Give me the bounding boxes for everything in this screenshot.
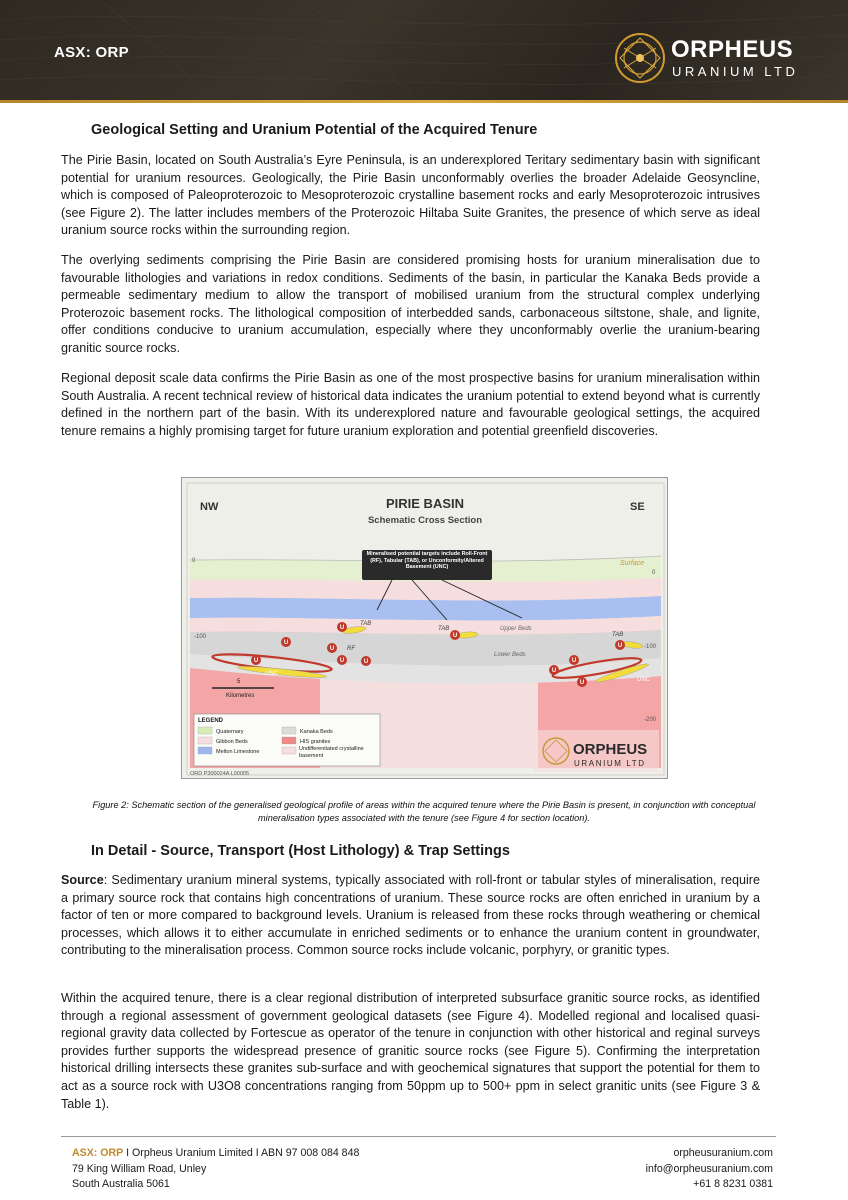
legend-swatch-kanaka bbox=[282, 727, 296, 734]
label-se: SE bbox=[630, 501, 645, 513]
paragraph-granitic-sources: Within the acquired tenure, there is a clear regional distribution of interpreted subsurface granitic source rocks, as identified through a regional assessment of government geological datasets (see Figure 4). Modelled regional and localised quasi-regional gravity data collected by Fortescue as operator of the tenure in conjunction with other historical and reginal surveys provides further supports the widespread presence of granitic source rocks (see Figure 5). Confirming the interpretation historical drilling intersects these granites sub-surface and with geochemical signatures that support the potential for them to act as a source rock with U3O8 concentrations ranging from 50ppm up to 500+ ppm in select granitic units (see Figure 3 & Table 1). bbox=[61, 991, 760, 1111]
depth-label-100-right: -100 bbox=[644, 644, 657, 650]
legend-item-kanaka: Kanaka Beds bbox=[300, 729, 333, 735]
tab-label-left: TAB bbox=[360, 621, 372, 627]
legend-item-quaternary: Quaternary bbox=[216, 729, 244, 735]
unc-label-left: UNC bbox=[265, 671, 278, 677]
logo-subtitle: URANIUM LTD bbox=[672, 64, 799, 79]
footer-asx: ASX: ORP bbox=[72, 1147, 124, 1159]
figure-reference: ORD P300024A L00005 bbox=[190, 771, 250, 777]
asx-ticker: ASX: ORP bbox=[54, 44, 129, 61]
depth-label-100: -100 bbox=[194, 634, 207, 640]
upper-beds-label: Upper Beds bbox=[500, 626, 532, 632]
logo-mark-icon bbox=[612, 30, 668, 86]
footer-contact bbox=[646, 1146, 773, 1193]
legend-swatch-basement bbox=[282, 747, 296, 754]
legend-swatch-quaternary bbox=[198, 727, 212, 734]
rf-label: RF bbox=[347, 646, 355, 652]
footer-email-link[interactable]: info@orpheusuranium.com bbox=[645, 1162, 773, 1175]
figure-caption: Figure 2: Schematic section of the generalised geological profile of areas within the acquired tenure where the Pirie Basin is present, in conjunction with conceptual mineralisation types associated with the tenure (see Figure 4 for section location). bbox=[92, 800, 756, 823]
footer-website-link[interactable]: orpheusuranium.com bbox=[673, 1147, 773, 1159]
legend-item-basement: Undifferentiated crystalline basement bbox=[299, 746, 364, 759]
lower-beds-label: Lower Beds bbox=[494, 652, 526, 658]
svg-text:U: U bbox=[363, 659, 369, 665]
surface-label: Surface bbox=[620, 560, 645, 567]
depth-label-0-right: 0 bbox=[652, 570, 656, 576]
figure-subtitle: Schematic Cross Section bbox=[367, 515, 483, 526]
source-label: Source bbox=[61, 873, 104, 887]
cross-section-diagram bbox=[182, 478, 668, 779]
unc-label-right: UNC bbox=[637, 677, 650, 683]
paragraph-sediments: The overlying sediments comprising the Pirie Basin are considered promising hosts for uranium mineralisation due to favourable lithologies and variations in redox conditions. Sediments of the basin, in particular the Kanaka Beds provide a permeable sedimentary medium to allow the transport of mobilised uranium from the structural complex underlying Proterozoic basement rocks. The lithological composition of interbedded sands, carbonaceous siltstone, shale, and lignite, offer conditions conducive to uranium accumulation, especially where they unconformably overlie the uranium-bearing granitic source rocks. bbox=[61, 253, 760, 355]
svg-text:U: U bbox=[571, 658, 577, 664]
svg-text:U: U bbox=[617, 643, 623, 649]
label-nw: NW bbox=[200, 501, 219, 513]
tab-label-right: TAB bbox=[612, 632, 624, 638]
footer-company: I Orpheus Uranium Limited I ABN 97 008 084 848 bbox=[123, 1147, 360, 1159]
svg-text:U: U bbox=[283, 640, 289, 646]
orpheus-logo bbox=[612, 28, 812, 88]
source-text: : Sedimentary uranium mineral systems, typically associated with roll-front or tabular styles of mineralisation, require a primary source rock that contains high concentrations of uranium. These source rocks are often enriched in uranium by a factor of ten or more compared to background levels. Uranium is released from these rocks through weathering or chemical processes, which allows it to either accumulate in enriched sediments or to enhance the uranium content in groundwater, contributing to the mineralisation process. Common source rocks include volcanic, porphyry, or granitic types. bbox=[61, 873, 760, 958]
footer-address-line1: 79 King William Road, Unley bbox=[72, 1162, 207, 1175]
svg-text:U: U bbox=[253, 658, 259, 664]
depth-label-200: -200 bbox=[644, 717, 657, 723]
figure-logo-name: ORPHEUS bbox=[573, 741, 648, 758]
footer-company-info bbox=[72, 1146, 359, 1193]
footer-phone: +61 8 8231 0381 bbox=[693, 1178, 773, 1190]
legend-item-gibbon: Gibbon Beds bbox=[216, 739, 248, 745]
footer-address-line2: South Australia 5061 bbox=[72, 1178, 170, 1190]
svg-text:U: U bbox=[339, 658, 345, 664]
page-header bbox=[0, 0, 848, 103]
legend-swatch-melton bbox=[198, 747, 212, 754]
svg-text:U: U bbox=[551, 668, 557, 674]
logo-name: ORPHEUS bbox=[671, 36, 794, 63]
header-gold-band bbox=[0, 100, 848, 103]
footer-divider bbox=[61, 1136, 776, 1137]
tab-label-center: TAB bbox=[438, 626, 450, 632]
section-heading-geology: Geological Setting and Uranium Potential of the Acquired Tenure bbox=[91, 122, 538, 138]
svg-text:U: U bbox=[452, 633, 458, 639]
svg-text:U: U bbox=[329, 646, 335, 652]
figure-title: PIRIE BASIN bbox=[385, 496, 465, 511]
paragraph-source bbox=[61, 872, 760, 960]
callout-text: Mineralised potential targets include Roll-Front (RF), Tabular (TAB), or Unconformity/Altered Basement (UNC) bbox=[366, 551, 488, 571]
legend-swatch-his bbox=[282, 737, 296, 744]
legend-title: LEGEND bbox=[198, 718, 224, 724]
layer-gibbon-beds bbox=[190, 578, 661, 601]
pirie-basin-cross-section-figure bbox=[181, 477, 668, 779]
figure-logo-sub: URANIUM LTD bbox=[574, 759, 646, 768]
scale-unit: Kilometres bbox=[226, 693, 255, 699]
scale-value: 5 bbox=[237, 679, 241, 685]
legend-item-melton: Melton Limestone bbox=[216, 749, 260, 755]
svg-text:U: U bbox=[339, 625, 345, 631]
legend-swatch-gibbon bbox=[198, 737, 212, 744]
legend-item-his: HIS granites bbox=[300, 739, 331, 745]
paragraph-pirie-basin: The Pirie Basin, located on South Australia’s Eyre Peninsula, is an underexplored Teritary sedimentary basin with significant potential for uranium resources. Geologically, the Pirie Basin unconformably overlies the broader Adelaide Geosyncline, which is composed of Paleoproterozoic to Mesoproterozoic crystalline basement rocks and early Mesoproterozoic intrusives (see Figure 2). The latter includes members of the Proterozoic Hiltaba Suite Granites, the presence of which serve as ideal uranium source rocks within the surrounding region. bbox=[61, 153, 760, 238]
svg-text:U: U bbox=[579, 680, 585, 686]
paragraph-regional-data: Regional deposit scale data confirms the Pirie Basin as one of the most prospective basins for uranium mineralisation within South Australia. A recent technical review of historical data indicates the uranium potential to extend beyond what is currently defined in the northern part of the basin. With its underexplored nature and favourable geological settings, the acquired tenure remains a highly promising target for future uranium exploration and potential greenfield discoveries. bbox=[61, 371, 760, 438]
depth-label-0: 0 bbox=[192, 558, 196, 564]
section-heading-detail: In Detail - Source, Transport (Host Lithology) & Trap Settings bbox=[91, 843, 510, 859]
